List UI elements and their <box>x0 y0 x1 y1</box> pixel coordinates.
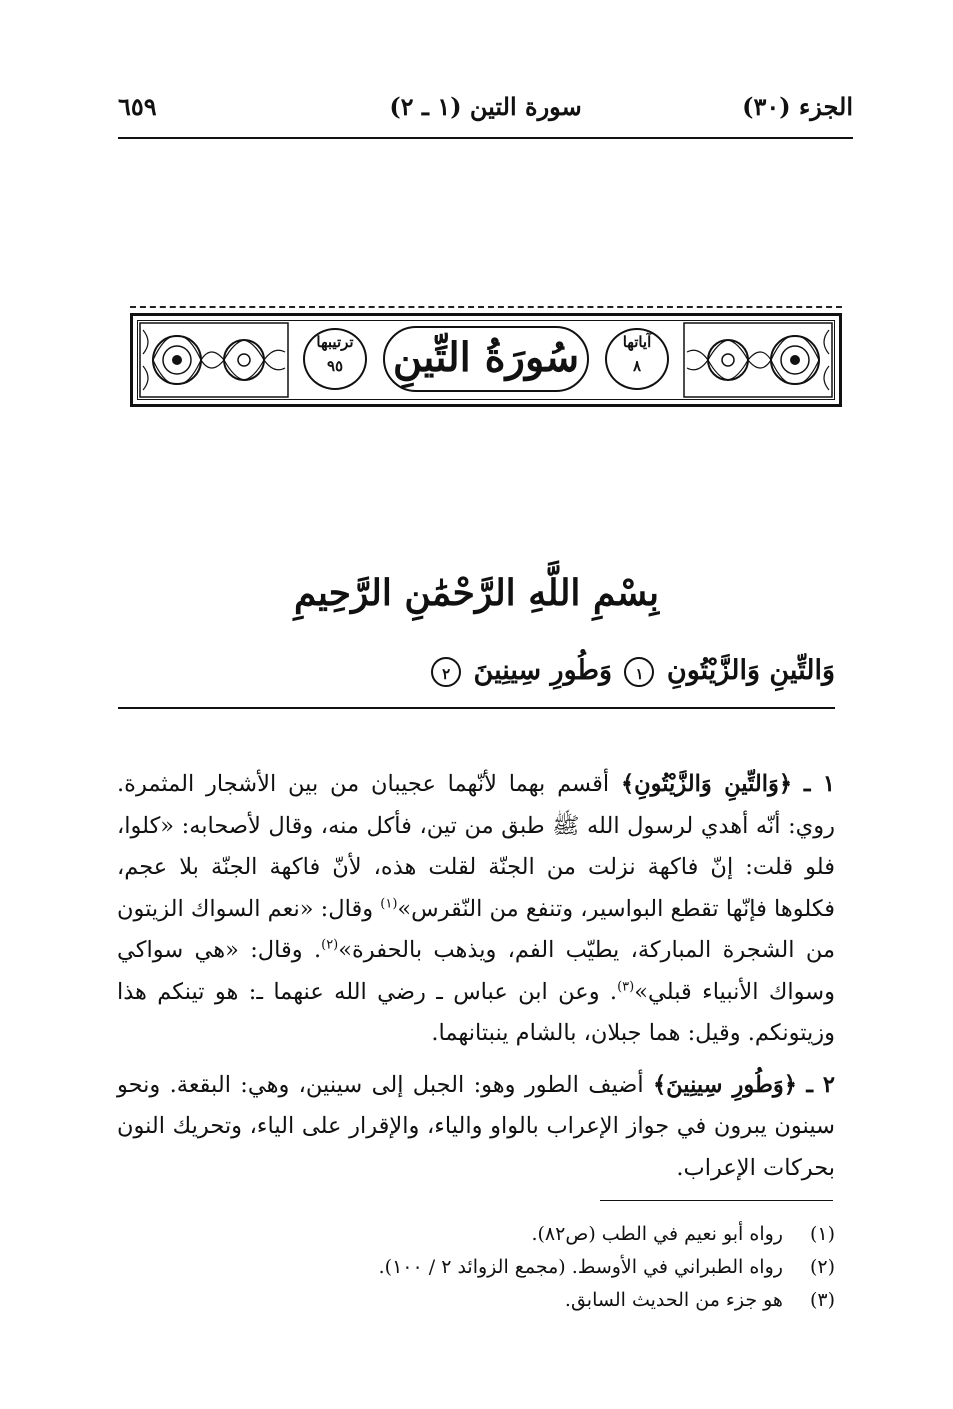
verse-number-marker: ٢ <box>431 657 461 687</box>
footnote-item <box>117 1284 835 1317</box>
header-title: سورة التين (١ ـ ٢) <box>389 92 582 121</box>
verse-number-marker: ١ <box>624 657 654 687</box>
footnote-ref: (٣) <box>617 979 635 994</box>
quran-quote: ﴿وَالتِّينِ وَالزَّيْتُونِ﴾ <box>620 771 793 797</box>
juz-label: الجزء (٣٠) <box>742 92 853 121</box>
surah-order-medallion <box>303 328 367 390</box>
footnote-item <box>117 1218 835 1251</box>
commentary-paragraph <box>117 764 835 1055</box>
commentary <box>117 764 835 1189</box>
ayat-count-label: آياتها <box>622 333 652 351</box>
commentary-text: . وقال: «هي سواكي وسواك الأنبياء قبلي» <box>117 937 835 1005</box>
commentary-paragraph <box>117 1065 835 1190</box>
banner-top-rule <box>130 306 842 308</box>
footnote-ref: (٢) <box>321 937 339 953</box>
paragraph-number: ٢ ـ <box>806 1071 836 1098</box>
footnote-number: (١) <box>809 1223 835 1245</box>
floral-ornament-icon <box>683 322 833 398</box>
footnote-text: رواه أبو نعيم في الطب (ص٨٢). <box>531 1223 783 1245</box>
running-header <box>118 88 853 132</box>
header-rule <box>118 137 853 139</box>
verse-1-text: وَالتِّينِ وَالزَّيْتُونِ <box>666 655 835 686</box>
footnote-rule <box>600 1200 833 1201</box>
paragraph-number: ١ ـ <box>803 771 836 797</box>
quran-quote: ﴿وَطُورِ سِينِينَ﴾ <box>652 1071 797 1098</box>
commentary-text: أقسم بهما لأنّهما عجيبان من بين الأشجار المثمرة. روي: أنّه أهدي لرسول الله ﷺ طبق من تين، فأكل منه، وقال لأصحابه: «كلوا، فلو قلت: إنّ فاكهة نزلت من الجنّة لقلت هذه، لأنّ فاكهة الجنّة بلا عجم، فكلوها فإنّها تقطع البواسير، وتنفع من النّقرس» <box>117 771 835 922</box>
surah-order-label: ترتيبها <box>316 333 354 351</box>
quran-verses-line <box>115 655 835 703</box>
commentary-text: . وعن ابن عباس ـ رضي الله عنهما ـ: هو تينكم هذا وزيتونكم. وقيل: هما جبلان، بالشام ينبتانهما. <box>117 978 835 1046</box>
floral-ornament-icon <box>139 322 289 398</box>
ayat-count-medallion <box>605 328 669 390</box>
commentary-text: وقال: «نعم السواك الزيتون من الشجرة المباركة، يطيّب الفم، ويذهب بالحفرة» <box>117 895 836 963</box>
commentary-text: أضيف الطور وهو: الجبل إلى سينين، وهي: البقعة. ونحو سينون يبرون في جواز الإعراب بالواو والياء، والإقرار على الياء، وتحريك النون بحركات الإعراب. <box>117 1071 835 1181</box>
footnote-text: رواه الطبراني في الأوسط. (مجمع الزوائد ٢ / ١٠٠). <box>378 1256 783 1278</box>
basmala: بِسْمِ اللَّهِ الرَّحْمَٰنِ الرَّحِيمِ <box>293 572 660 614</box>
ayat-count-value: ٨ <box>632 357 642 375</box>
footnotes <box>117 1218 835 1317</box>
surah-name-cartouche <box>383 326 589 392</box>
verses-rule <box>118 707 835 709</box>
verse-2-text: وَطُورِ سِينِينَ <box>473 655 613 686</box>
surah-order-value: ٩٥ <box>326 357 344 375</box>
surah-name: سُورَةُ التِّينِ <box>392 334 580 381</box>
footnote-number: (٢) <box>809 1256 835 1278</box>
page-number: ٦٥٩ <box>118 92 157 121</box>
footnote-ref: (١) <box>380 896 398 911</box>
footnote-number: (٣) <box>809 1289 835 1311</box>
footnote-item <box>117 1251 835 1284</box>
surah-banner <box>130 313 842 407</box>
footnote-text: هو جزء من الحديث السابق. <box>564 1289 783 1311</box>
